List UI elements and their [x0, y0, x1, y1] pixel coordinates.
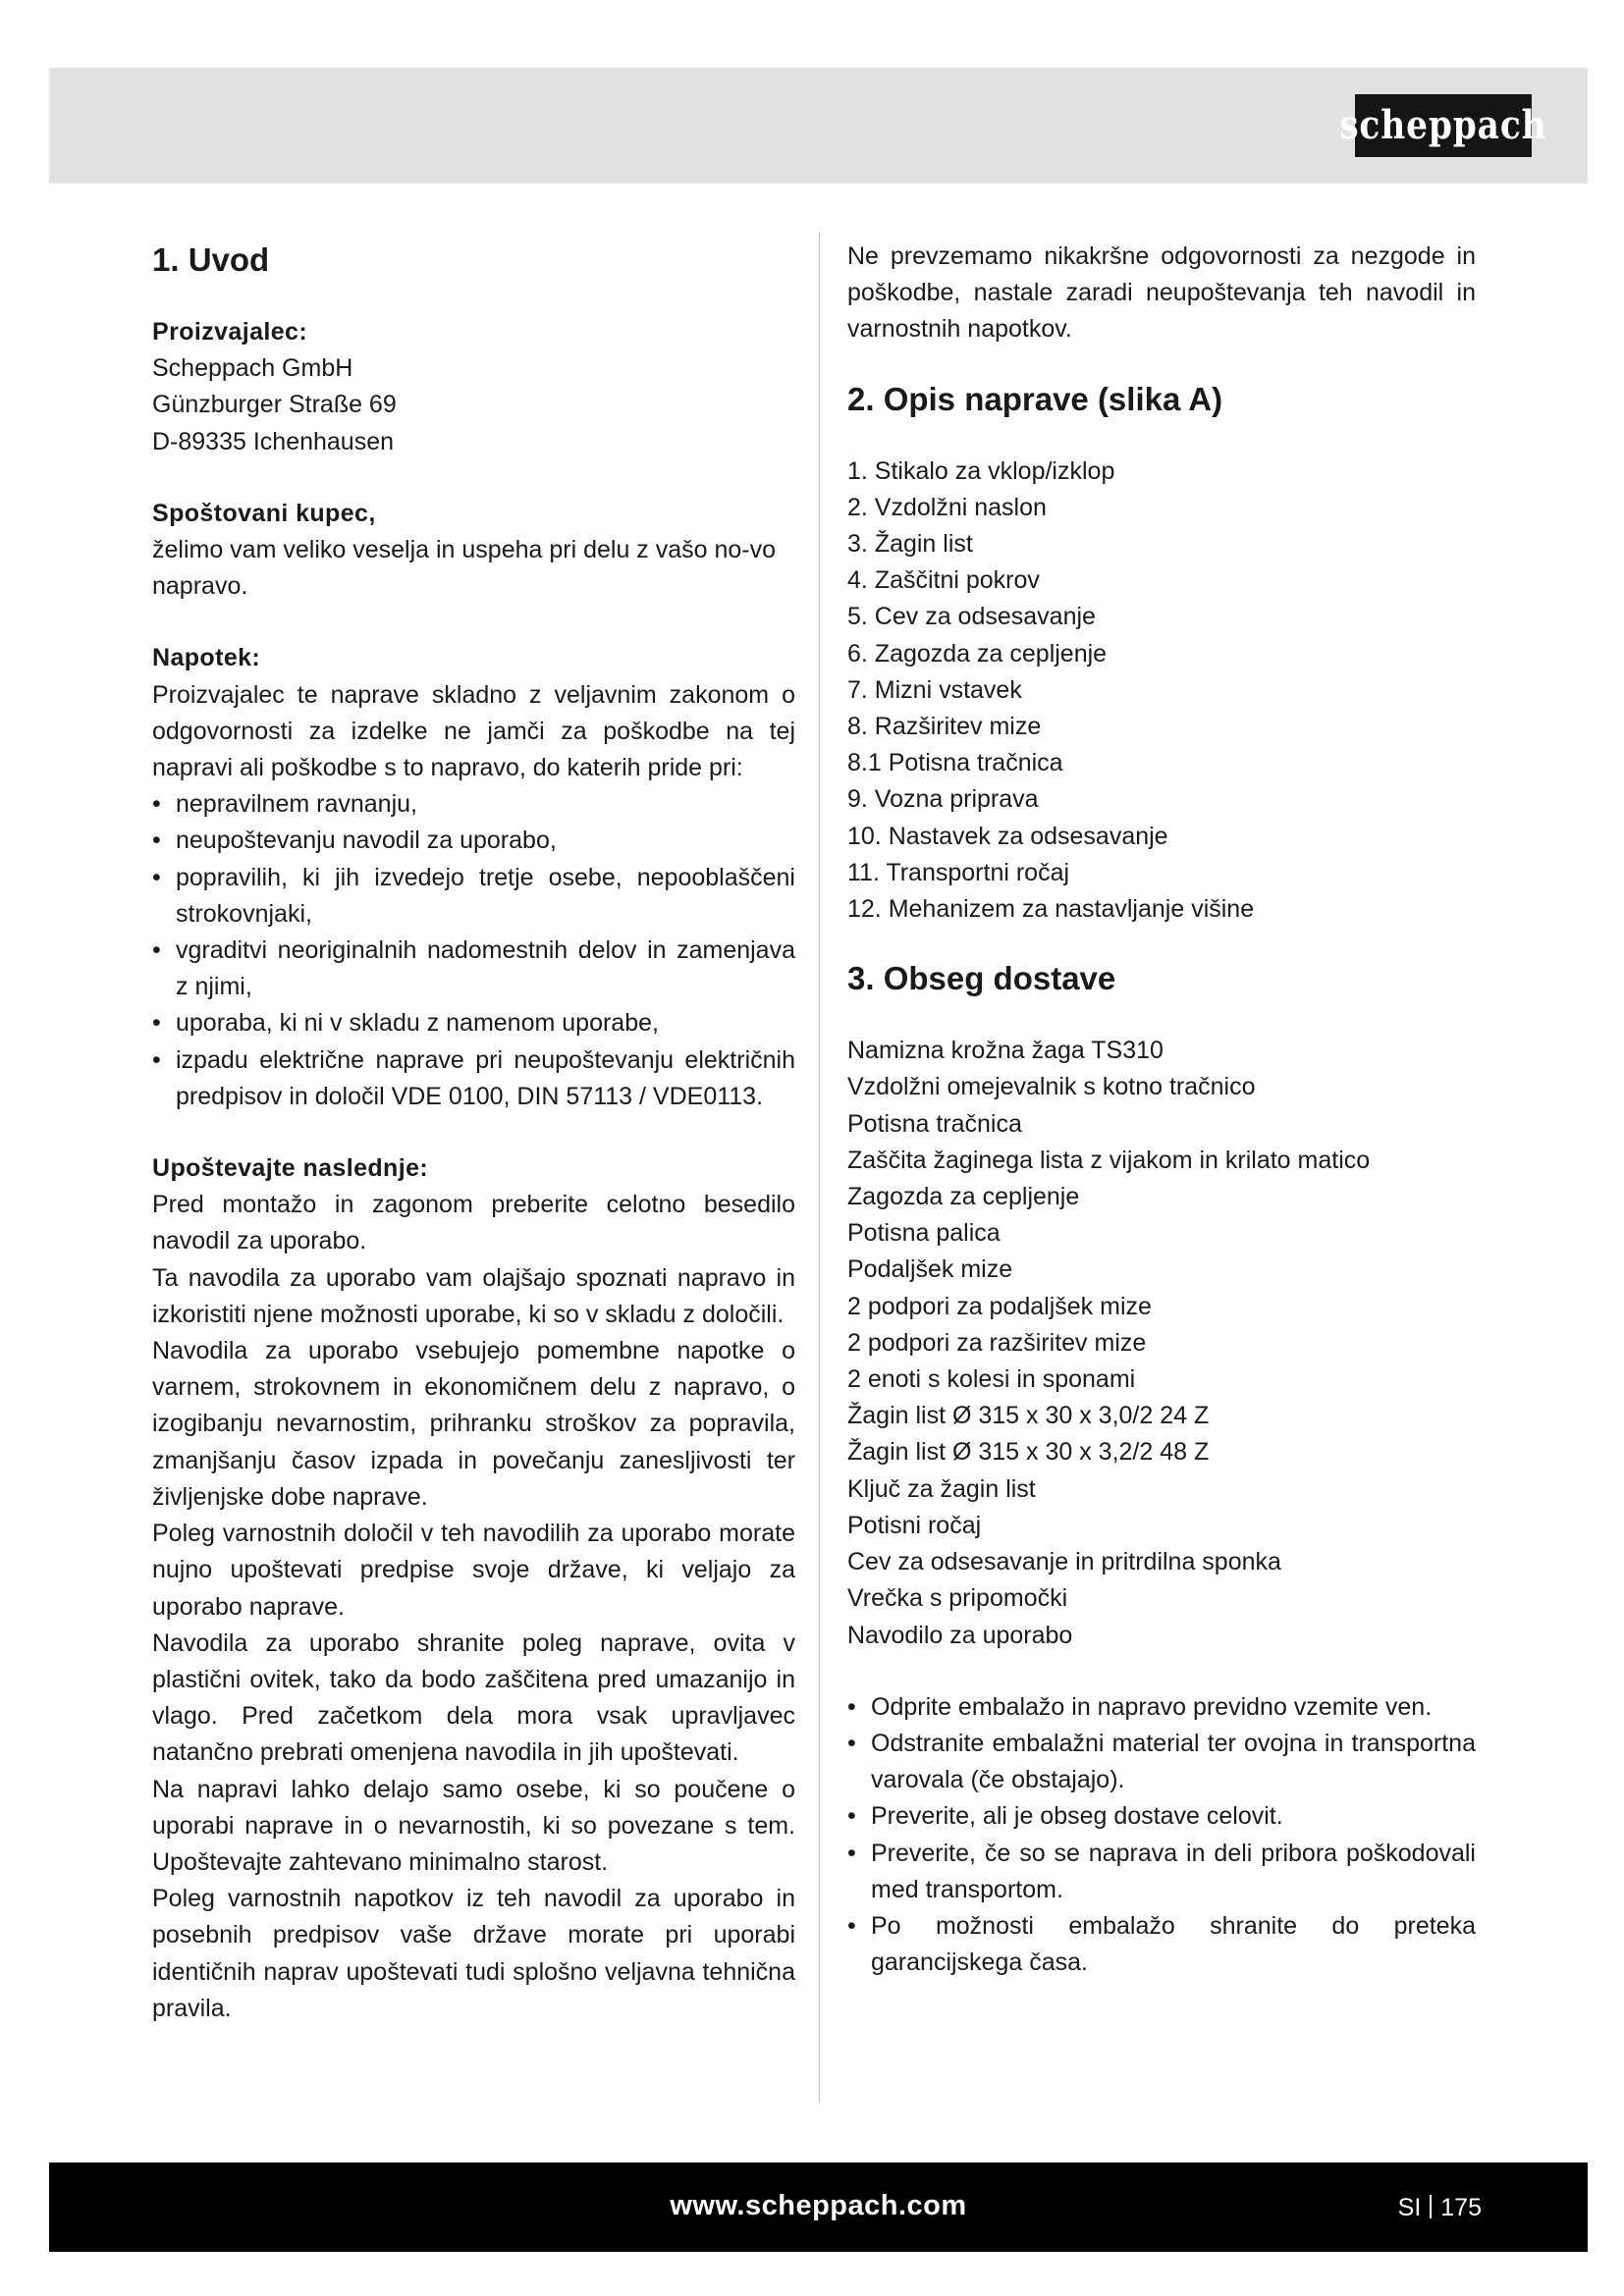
liability-text: Ne prevzemamo nikakršne odgovornosti za nezgode in poškodbe, nastale zaradi neupoštevanja teh navodil in varnostnih napotkov. — [847, 242, 1476, 344]
list-item: Navodilo za uporabo — [847, 1621, 1073, 1649]
note-bullet-list — [152, 786, 795, 1115]
logo-text: scheppach — [1339, 102, 1547, 148]
observe-label: Upoštevajte naslednje: — [152, 1154, 429, 1183]
list-item: • uporaba, ki ni v skladu z namenom uporabe, — [152, 1005, 795, 1041]
list-item: 5. Cev za odsesavanje — [847, 603, 1096, 631]
list-item: Podaljšek mize — [847, 1255, 1013, 1284]
list-item: 2 enoti s kolesi in sponami — [847, 1365, 1136, 1394]
list-item: 7. Mizni vstavek — [847, 675, 1022, 704]
list-item: • Po možnosti embalažo shranite do preteka garancijskega časa. — [847, 1908, 1476, 1981]
list-item: • neupoštevanju navodil za uporabo, — [152, 823, 795, 859]
list-item: Žagin list Ø 315 x 30 x 3,0/2 24 Z — [847, 1402, 1210, 1430]
manufacturer-line: Scheppach GmbH — [152, 354, 353, 383]
list-item: 9. Vozna priprava — [847, 785, 1039, 814]
observe-paragraph: Ta navodila za uporabo vam olajšajo spoznati napravo in izkoristiti njene možnosti uporabe, ki so v skladu z določili. — [152, 1263, 795, 1328]
list-item: 1. Stikalo za vklop/izklop — [847, 456, 1115, 485]
right-column — [847, 239, 1476, 1981]
header-band — [49, 68, 1588, 184]
list-item: Cev za odsesavanje in pritrdilna sponka — [847, 1548, 1281, 1576]
list-item: 8. Razširitev mize — [847, 713, 1042, 741]
manufacturer-address — [152, 350, 795, 460]
list-item: Potisna palica — [847, 1219, 1001, 1248]
separator — [1430, 2195, 1432, 2218]
unpacking-bullet-list — [847, 1689, 1476, 1982]
observe-paragraph: Navodila za uporabo shranite poleg naprave, ovita v plastični ovitek, tako da bodo zaščitena pred umazanijo in vlago. Pred začetkom dela mora vsak upravljavec natančno prebrati omenjena navodila in jih upoštevati. — [152, 1629, 795, 1767]
list-item: Namizna krožna žaga TS310 — [847, 1037, 1164, 1065]
observe-paragraph: Pred montažo in zagonom preberite celotno besedilo navodil za uporabo. — [152, 1191, 795, 1255]
section-heading-delivery-scope: 3. Obseg dostave — [847, 960, 1116, 997]
list-item: 12. Mehanizem za nastavljanje višine — [847, 895, 1255, 924]
observe-paragraph: Na napravi lahko delajo samo osebe, ki so poučene o uporabi naprave in o nevarnostih, ki so povezane s tem. Upoštevajte zahtevano minimalno starost. — [152, 1775, 795, 1876]
list-item: 2 podpori za podaljšek mize — [847, 1292, 1152, 1320]
language-code: SI — [1397, 2194, 1422, 2221]
list-item: Ključ za žagin list — [847, 1474, 1036, 1503]
manufacturer-line: D-89335 Ichenhausen — [152, 427, 395, 455]
observe-paragraph: Navodila za uporabo vsebujejo pomembne napotke o varnem, strokovnem in ekonomičnem delu z napravo, o izogibanju nevarnostim, prihranku stroškov za popravila, zmanjšanju časov izpada in povečanju zanesljivosti ter življenjske dobe naprave. — [152, 1337, 795, 1511]
delivery-items-list — [847, 1033, 1476, 1653]
list-item: 10. Nastavek za odsesavanje — [847, 822, 1168, 850]
list-item: • Odprite embalažo in napravo previdno vzemite ven. — [847, 1689, 1476, 1726]
section-heading-intro: 1. Uvod — [152, 241, 270, 278]
manufacturer-line: Günzburger Straße 69 — [152, 391, 397, 419]
list-item: Žagin list Ø 315 x 30 x 3,2/2 48 Z — [847, 1438, 1210, 1467]
list-item: Vzdolžni omejevalnik s kotno tračnico — [847, 1073, 1256, 1101]
list-item: • vgraditvi neoriginalnih nadomestnih delov in zamenjava z njimi, — [152, 933, 795, 1005]
list-item: 6. Zagozda za cepljenje — [847, 639, 1108, 667]
column-divider — [819, 233, 820, 2103]
observe-paragraph: Poleg varnostnih določil v teh navodilih za uporabo morate nujno upoštevati predpise svoje države, ki veljajo za uporabo naprave. — [152, 1520, 795, 1621]
manufacturer-label: Proizvajalec: — [152, 318, 308, 346]
list-item: 2 podpori za razširitev mize — [847, 1328, 1147, 1357]
greeting-label: Spoštovani kupec, — [152, 499, 376, 527]
list-item: • Preverite, če so se naprava in deli pribora poškodovali med transportom. — [847, 1836, 1476, 1908]
list-item: 3. Žagin list — [847, 530, 973, 559]
footer-band — [49, 2163, 1588, 2252]
footer-website-link[interactable]: www.scheppach.com — [670, 2190, 967, 2221]
list-item: • Preverite, ali je obseg dostave celovit. — [847, 1798, 1476, 1835]
list-item: Potisna tračnica — [847, 1109, 1022, 1138]
page-indicator — [1398, 2194, 1482, 2222]
note-text: Proizvajalec te naprave skladno z veljavnim zakonom o odgovornosti za izdelke ne jamči za poškodbe na tej napravi ali poškodbe s to napravo, do katerih pride pri: — [152, 680, 795, 782]
observe-paragraph: Poleg varnostnih napotkov iz teh navodil za uporabo in posebnih predpisov vaše države morate pri uporabi identičnih naprav upoštevati tudi splošno veljavna tehnična pravila. — [152, 1885, 795, 2022]
list-item: • popravilih, ki jih izvedejo tretje osebe, nepooblaščeni strokovnjaki, — [152, 860, 795, 933]
list-item: Potisni ročaj — [847, 1511, 982, 1539]
list-item: • nepravilnem ravnanju, — [152, 786, 795, 823]
note-label: Napotek: — [152, 644, 261, 672]
greeting-text: želimo vam veliko veselja in uspeha pri delu z vašo no-vo napravo. — [152, 536, 777, 601]
list-item: 8.1 Potisna tračnica — [847, 749, 1063, 777]
device-parts-list — [847, 454, 1476, 929]
section-heading-device-description: 2. Opis naprave (slika A) — [847, 380, 1223, 417]
list-item: 2. Vzdolžni naslon — [847, 493, 1047, 521]
list-item: Zaščita žaginega lista z vijakom in krilato matico — [847, 1146, 1371, 1174]
list-item: 4. Zaščitni pokrov — [847, 566, 1040, 595]
list-item: Vrečka s pripomočki — [847, 1584, 1068, 1613]
list-item: • izpadu električne naprave pri neupoštevanju električnih predpisov in določil VDE 0100, DIN 57113 / VDE0113. — [152, 1042, 795, 1115]
list-item: 11. Transportni ročaj — [847, 858, 1070, 886]
list-item: • Odstranite embalažni material ter ovojna in transportna varovala (če obstajajo). — [847, 1726, 1476, 1798]
scheppach-logo — [1339, 94, 1547, 157]
page-number: 175 — [1440, 2194, 1482, 2221]
left-column — [152, 239, 795, 2027]
list-item: Zagozda za cepljenje — [847, 1183, 1080, 1211]
